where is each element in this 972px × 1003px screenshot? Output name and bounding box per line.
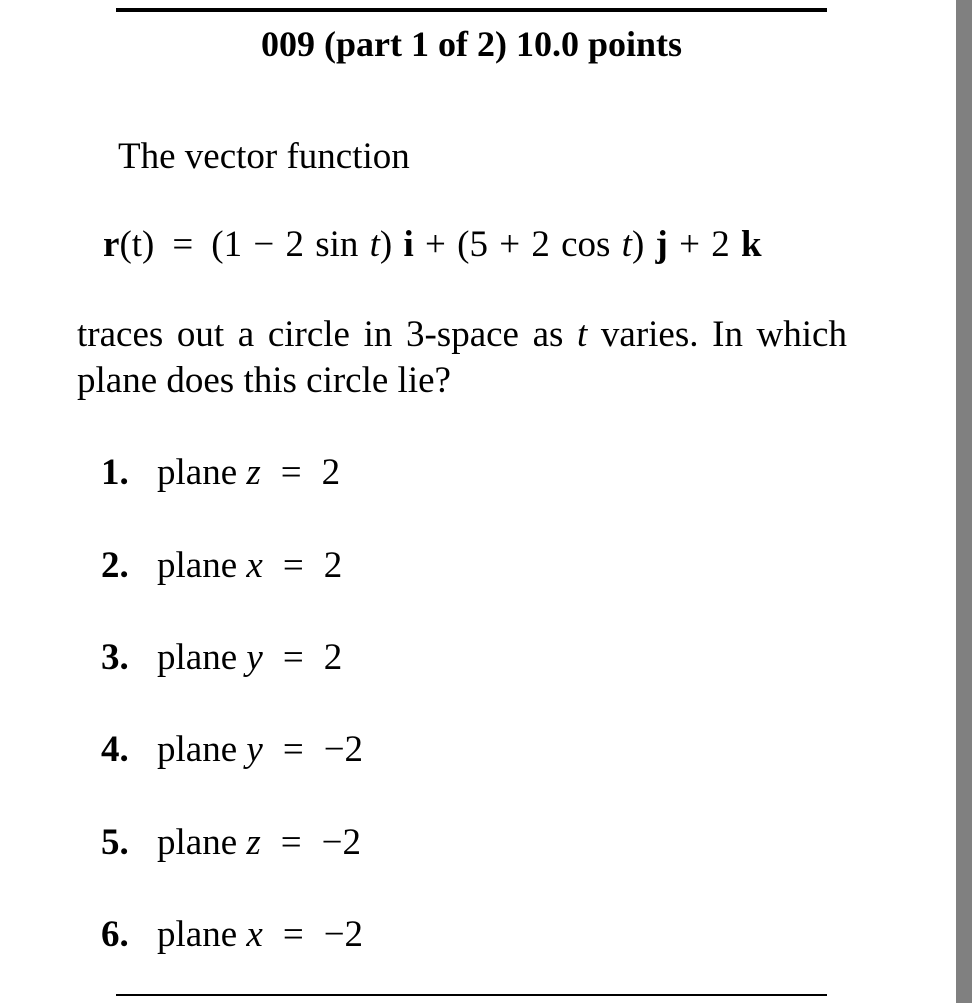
choice-var: x (246, 545, 263, 586)
choice-word: plane (157, 822, 238, 863)
intro-text: The vector function (118, 136, 410, 177)
choice-value: 2 (321, 452, 341, 493)
question-part: varies. In which plane does this circle lie? (77, 314, 847, 401)
choice-number: 3. (101, 637, 129, 678)
choice-var: x (246, 914, 263, 955)
choice-number: 6. (101, 914, 129, 955)
choice-word: plane (157, 914, 238, 955)
eq-k: k (740, 224, 762, 265)
choice-word: plane (157, 545, 238, 586)
choice-1[interactable] (101, 450, 340, 496)
choice-eq: = (280, 452, 302, 493)
choice-number: 2. (101, 545, 129, 586)
bottom-rule (116, 994, 827, 996)
top-rule (116, 8, 827, 12)
eq-i: i (403, 224, 414, 265)
eq-term: (1 − 2 sin (211, 224, 370, 265)
choice-eq: = (280, 822, 302, 863)
choice-5[interactable] (101, 820, 361, 866)
question-text (77, 312, 847, 404)
choice-var: z (246, 452, 261, 493)
choice-number: 4. (101, 729, 129, 770)
choice-word: plane (157, 729, 238, 770)
eq-t: t (369, 224, 380, 265)
choice-var: y (246, 729, 263, 770)
choice-number: 1. (101, 452, 129, 493)
choice-6[interactable] (101, 912, 363, 958)
eq-arg: (t) (119, 224, 155, 265)
choice-word: plane (157, 637, 238, 678)
choice-eq: = (282, 914, 304, 955)
eq-j: j (655, 224, 668, 265)
choice-value: −2 (323, 914, 364, 955)
choice-eq: = (282, 729, 304, 770)
choice-eq: = (282, 637, 304, 678)
choice-3[interactable] (101, 635, 342, 681)
eq-term: ) (379, 224, 404, 265)
choice-value: −2 (321, 822, 362, 863)
problem-header: 009 (part 1 of 2) 10.0 points (261, 24, 682, 64)
eq-term: + (5 + 2 cos (413, 224, 622, 265)
eq-r: r (103, 224, 120, 265)
choice-var: y (246, 637, 263, 678)
choice-number: 5. (101, 822, 129, 863)
eq-equals: = (172, 224, 194, 265)
eq-t: t (621, 224, 632, 265)
choice-2[interactable] (101, 543, 342, 589)
choice-value: 2 (323, 545, 343, 586)
choice-var: z (246, 822, 261, 863)
page-edge-bar (956, 0, 972, 1003)
eq-term: ) (631, 224, 656, 265)
vector-equation (103, 222, 762, 268)
choice-value: 2 (323, 637, 343, 678)
choice-eq: = (282, 545, 304, 586)
choice-value: −2 (323, 729, 364, 770)
choice-4[interactable] (101, 727, 363, 773)
question-var: t (577, 314, 588, 355)
choice-word: plane (157, 452, 238, 493)
eq-term: + 2 (667, 224, 741, 265)
question-part: traces out a circle in 3-space as (77, 314, 578, 355)
